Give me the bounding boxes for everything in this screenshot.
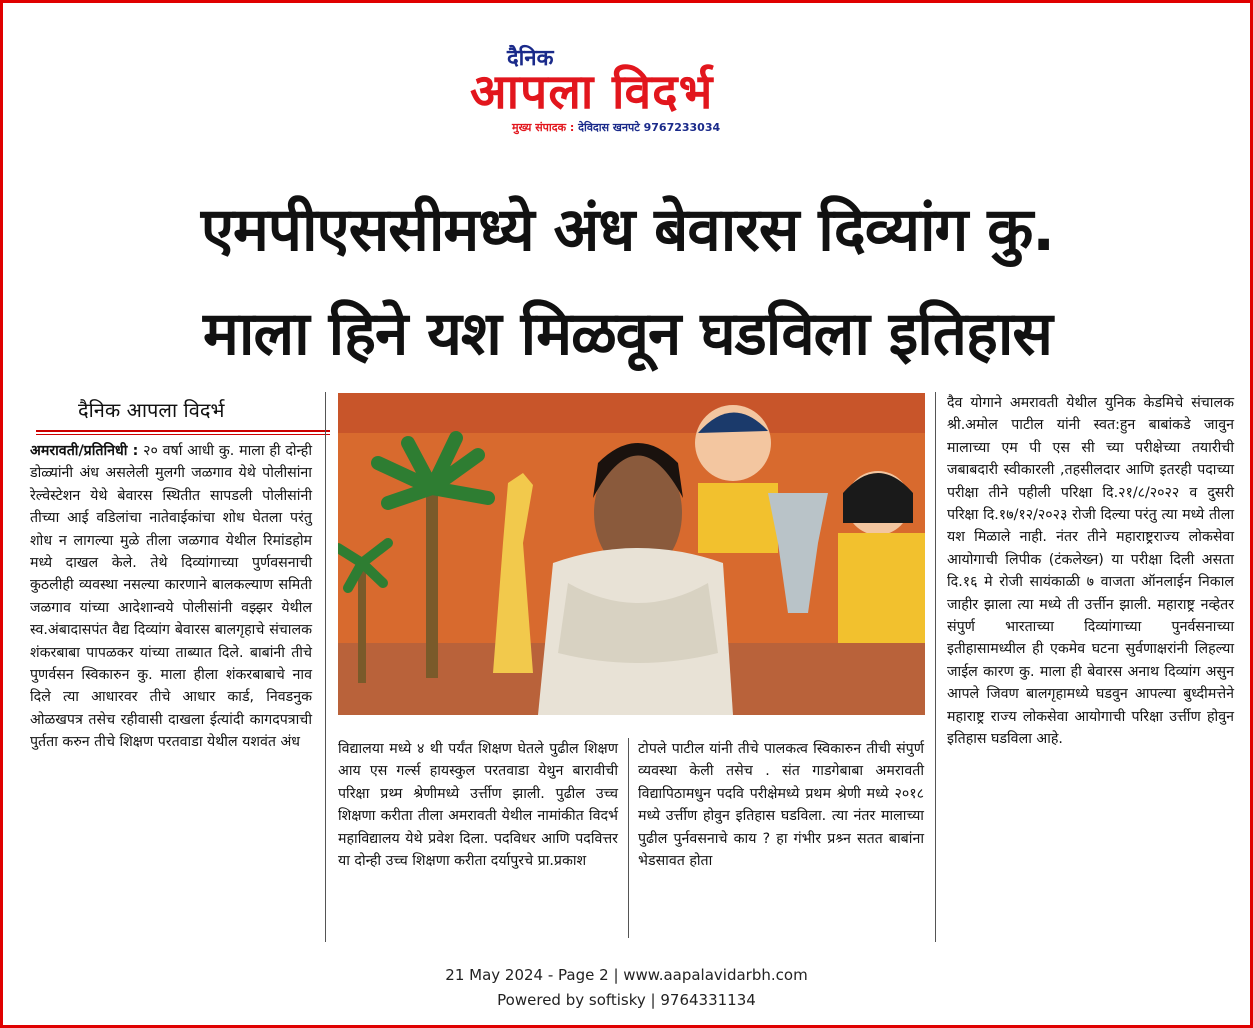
article-photo (338, 393, 925, 715)
footer-date-page: 21 May 2024 - Page 2 | www.aapalavidarbh.com (445, 966, 808, 984)
photo-illustration (338, 393, 925, 715)
column-1-text: २० वर्षा आधी कु. माला ही दोन्ही डोळ्यांनी अंध असलेली मुलगी जळगाव येथे पोलीसांना रेल्वेस्टेशन येथे बेवारस स्थितीत सापडली पोलीसांनी तीच्या आई वडिलांचा नातेवाईकांचा शोध घेतला परंतु शोध न लागल्या मुळे तीला जळगाव येथील रिमांडहोम मध्ये दाखल केले. तेथे दिव्यांगाच्या पुर्णवसनाची कुठलीही व्यवस्था नसल्या कारणाने बालकल्याण समिती जळगाव यांच्या आदेशान्वये पोलीसांनी वझ्झर येथील स्व.अंबादासपंत वैद्य दिव्यांग बेवारस बालगृहाचे संचालक शंकरबाबा पापळकर यांच्या ताब्यात दिले. बाबांनी तीचे पुणर्वसन स्विकारुन कु. माला हीला शंकरबाबाचे नाव दिले त्या आधारवर तीचे आधार कार्ड, निवडनुक ओळखपत्र तसेच रहीवासी दाखला ईत्यांदी कागदपत्राची पुर्तता करुन तीचे शिक्षण परतवाडा येथील यशवंत अंध (30, 443, 312, 751)
article-column-3: टोपले पाटील यांनी तीचे पालकत्व स्विकारुन तीची संपुर्ण व्यवस्था केली तसेच . संत गाडगेबाबा अमरावती विद्यापिठामधुन पदवि परीक्षेमध्ये प्रथम श्रेणी मध्ये २०१८ मध्ये उर्त्तीण होवुन इतिहास घडविला. त्या नंतर मालाच्या पुढील पुर्नवसनाचे काय ? हा गंभीर प्रश्र्न सतत बाबांना भेडसावत होता (638, 741, 924, 870)
column-divider (935, 392, 936, 942)
article-column-4: दैव योगाने अमरावती येथील युनिक केडमिचे संचालक श्री.अमोल पाटील यांनी स्वत:हुन बाबांकडे जावुन मालाच्या एम पी एस सी च्या परीक्षेच्या तयारीची जबाबदारी स्वीकारली ,तहसीलदार आणि इतरही पदाच्या परीक्षा तीने पहीली परिक्षा दि.२१/८/२०२२ व दुसरी परिक्षा दि.१७/१२/२०२३ रोजी दिल्या परंतु त्या मध्ये तीला यश मिळाले नाही. नंतर तीने महाराष्ट्रराज्य लोकसेवा आयोगाची लिपीक (टंकलेख्न) या परीक्षा दिली असता दि.१६ मे रोजी सायंकाळी ७ वाजता ऑनलाईन निकाल जाहीर झाला त्या मध्ये ती उर्त्तीन झाली. महाराष्ट्र नव्हेतर संपुर्ण भारताच्या दिव्यांगाच्या पुनर्वसनाच्या इतीहासामध्यील ही एकमेव घटना सुर्वणाक्षरांनी लिहल्या जाईल कारण कु. माला ही बेवारस अनाथ दिव्यांग असुन आपले जिवण बालगृहामध्ये घडवुन आपल्या बुध्दीमत्तेने महाराष्ट्र राज्य लोकसेवा आयोगाची परिक्षा उर्त्तीण होवुन इतिहास घडविला आहे. (947, 395, 1234, 748)
footer-powered-by: Powered by softisky | 9764331134 (497, 991, 756, 1009)
masthead-daily: दैनिक (507, 46, 554, 71)
byline-rule (36, 430, 330, 432)
article-column-2: विद्यालया मध्ये ४ थी पर्यंत शिक्षण घेतले पुढील शिक्षण आय एस गर्ल्स हायस्कुल परतवाडा येथुन बारावीची परिक्षा प्रथ्म श्रेणीमध्ये उर्त्तीण झाली. पुढील उच्च शिक्षणा करीता तीला अमरावती येथील नामांकीत विदर्भ महाविद्यालय येथे प्रवेश दिला. पदविधर आणि पदवित्तर या दोन्ही उच्च शिक्षणा करीता दर्यापुरचे प्रा.प्रकाश (338, 741, 618, 870)
headline-line-1: एमपीएससीमध्ये अंध बेवारस दिव्यांग कु. (200, 195, 1055, 265)
byline-rule-thin (36, 434, 330, 435)
column-divider (325, 392, 326, 942)
dateline: अमरावती/प्रतिनिधी : (30, 443, 139, 459)
masthead-title: आपला विदर्भ (470, 64, 714, 120)
article-column-1 (30, 440, 312, 754)
editor-label: मुख्य संपादक : (512, 121, 575, 134)
editor-value: देविदास खनपटे 9767233034 (578, 121, 721, 134)
column-divider (628, 738, 629, 938)
masthead (470, 40, 790, 140)
masthead-editor (512, 120, 720, 135)
byline: दैनिक आपला विदर्भ (78, 398, 225, 422)
headline (40, 178, 1215, 386)
headline-line-2: माला हिने यश मिळवून घडविला इतिहास (203, 299, 1052, 369)
